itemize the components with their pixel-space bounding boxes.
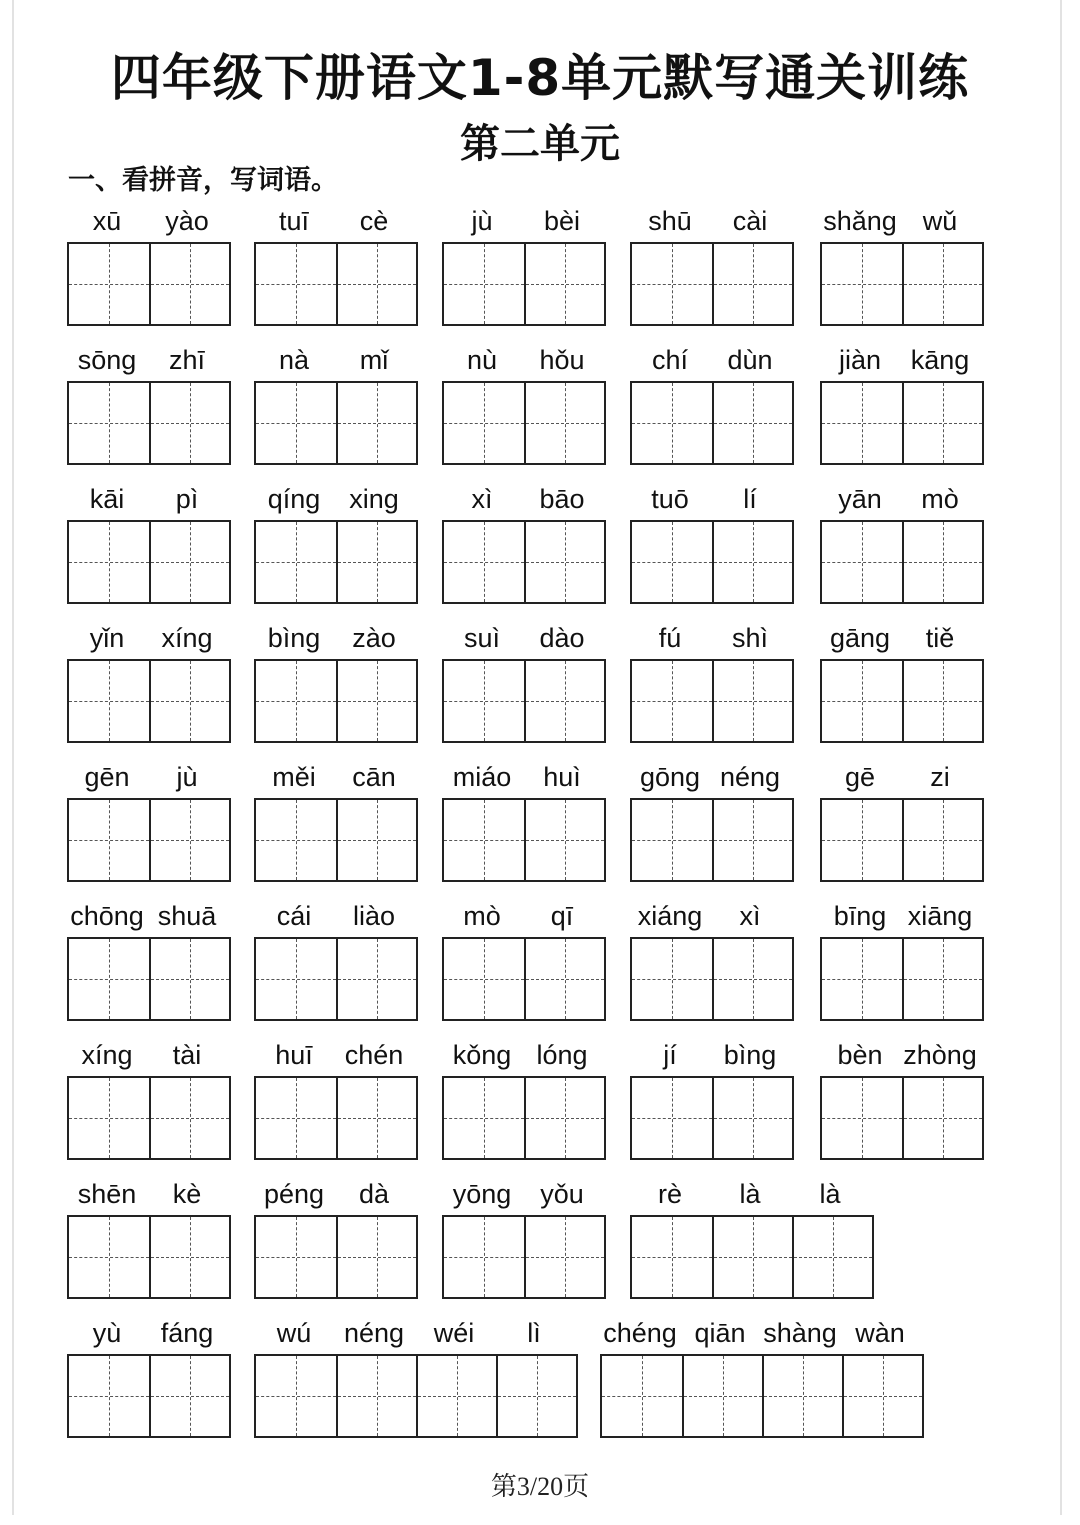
writing-boxes (254, 659, 418, 743)
pinyin-syllable: dà (358, 1179, 390, 1209)
pinyin-syllable: nà (278, 345, 310, 375)
pinyin-syllable: huī (275, 1040, 313, 1070)
tianzi-grid-cell[interactable] (149, 1217, 229, 1297)
pinyin-row (67, 621, 227, 657)
pinyin-syllable: bìng (723, 1040, 777, 1070)
tianzi-grid-cell[interactable] (524, 522, 604, 602)
writing-boxes (442, 659, 606, 743)
writing-boxes (442, 1215, 606, 1299)
writing-boxes (820, 381, 984, 465)
tianzi-grid-cell[interactable] (256, 244, 336, 324)
pinyin-syllable: xing (349, 484, 399, 514)
pinyin-row (442, 899, 602, 935)
tianzi-grid-cell[interactable] (822, 522, 902, 602)
tianzi-grid-cell[interactable] (712, 1078, 792, 1158)
pinyin-syllable: xì (739, 901, 761, 931)
unit-subtitle: 第二单元 (460, 121, 620, 167)
pinyin-syllable: rè (657, 1179, 682, 1209)
pinyin-syllable: qiān (694, 1318, 746, 1348)
writing-boxes (820, 798, 984, 882)
pinyin-syllable: xiāng (907, 901, 973, 931)
tianzi-grid-cell[interactable] (149, 800, 229, 880)
pinyin-syllable: shū (648, 206, 692, 236)
tianzi-grid-cell[interactable] (256, 939, 336, 1019)
pinyin-syllable: néng (719, 762, 781, 792)
pinyin-row (254, 1177, 414, 1213)
pinyin-row (254, 1316, 574, 1352)
tianzi-grid-cell[interactable] (712, 383, 792, 463)
pinyin-syllable: néng (343, 1318, 405, 1348)
pinyin-row (820, 343, 980, 379)
tianzi-grid-cell[interactable] (524, 1078, 604, 1158)
tianzi-grid-cell[interactable] (792, 1217, 872, 1297)
pinyin-syllable: chéng (603, 1318, 677, 1348)
tianzi-grid-cell[interactable] (149, 1356, 229, 1436)
tianzi-grid-cell[interactable] (902, 1078, 982, 1158)
pinyin-syllable: lí (743, 484, 757, 514)
tianzi-grid-cell[interactable] (149, 244, 229, 324)
tianzi-grid-cell[interactable] (69, 1217, 149, 1297)
tianzi-grid-cell[interactable] (256, 1217, 336, 1297)
writing-boxes (442, 1076, 606, 1160)
writing-boxes (630, 937, 794, 1021)
pinyin-syllable: yù (92, 1318, 122, 1348)
pinyin-row (630, 1177, 870, 1213)
pinyin-row (442, 204, 602, 240)
writing-boxes (67, 381, 231, 465)
pinyin-row (630, 482, 790, 518)
pinyin-syllable: xíng (81, 1040, 133, 1070)
pinyin-syllable: kāng (910, 345, 970, 375)
writing-boxes (254, 242, 418, 326)
writing-boxes (67, 798, 231, 882)
tianzi-grid-cell[interactable] (712, 522, 792, 602)
tianzi-grid-cell[interactable] (712, 661, 792, 741)
pinyin-syllable: chōng (70, 901, 144, 931)
writing-boxes (254, 381, 418, 465)
pinyin-syllable: wǔ (922, 206, 958, 236)
writing-boxes (630, 1215, 874, 1299)
pinyin-syllable: nù (466, 345, 498, 375)
writing-boxes (254, 937, 418, 1021)
tianzi-grid-cell[interactable] (69, 939, 149, 1019)
pinyin-syllable: hǒu (539, 345, 585, 375)
tianzi-grid-cell[interactable] (69, 522, 149, 602)
tianzi-grid-cell[interactable] (712, 1217, 792, 1297)
tianzi-grid-cell[interactable] (149, 939, 229, 1019)
tianzi-grid-cell[interactable] (712, 939, 792, 1019)
writing-boxes (820, 1076, 984, 1160)
tianzi-grid-cell[interactable] (632, 522, 712, 602)
pinyin-row (254, 1038, 414, 1074)
pinyin-syllable: tuī (278, 206, 310, 236)
pinyin-row (820, 482, 980, 518)
pinyin-row (630, 204, 790, 240)
writing-boxes (67, 520, 231, 604)
pinyin-syllable: jù (471, 206, 493, 236)
tianzi-grid-cell[interactable] (149, 383, 229, 463)
tianzi-grid-cell[interactable] (336, 522, 416, 602)
tianzi-grid-cell[interactable] (524, 661, 604, 741)
tianzi-grid-cell[interactable] (524, 383, 604, 463)
page-number: 第3/20页 (490, 1472, 590, 1501)
pinyin-row (442, 482, 602, 518)
pinyin-row (254, 760, 414, 796)
tianzi-grid-cell[interactable] (902, 939, 982, 1019)
tianzi-grid-cell[interactable] (632, 1217, 712, 1297)
pinyin-row (630, 343, 790, 379)
pinyin-syllable: kǒng (452, 1040, 512, 1070)
pinyin-syllable: sōng (77, 345, 137, 375)
tianzi-grid-cell[interactable] (632, 244, 712, 324)
pinyin-syllable: bīng (833, 901, 887, 931)
pinyin-syllable: chí (651, 345, 689, 375)
pinyin-syllable: gēn (84, 762, 130, 792)
pinyin-row (442, 1177, 602, 1213)
writing-boxes (254, 1076, 418, 1160)
pinyin-row (67, 1316, 227, 1352)
tianzi-grid-cell[interactable] (444, 244, 524, 324)
tianzi-grid-cell[interactable] (336, 383, 416, 463)
writing-boxes (630, 242, 794, 326)
pinyin-row (820, 899, 980, 935)
pinyin-syllable: tài (172, 1040, 202, 1070)
pinyin-syllable: jiàn (838, 345, 882, 375)
pinyin-row (67, 899, 227, 935)
tianzi-grid-cell[interactable] (69, 1356, 149, 1436)
tianzi-grid-cell[interactable] (822, 383, 902, 463)
pinyin-syllable: lóng (536, 1040, 588, 1070)
pinyin-syllable: yào (165, 206, 209, 236)
tianzi-grid-cell[interactable] (69, 800, 149, 880)
pinyin-syllable: mò (921, 484, 959, 514)
tianzi-grid-cell[interactable] (149, 1078, 229, 1158)
tianzi-grid-cell[interactable] (336, 1078, 416, 1158)
pinyin-row (67, 204, 227, 240)
writing-boxes (630, 381, 794, 465)
pinyin-syllable: bèi (543, 206, 581, 236)
pinyin-syllable: mò (463, 901, 501, 931)
tianzi-grid-cell[interactable] (444, 939, 524, 1019)
pinyin-syllable: tiě (925, 623, 955, 653)
writing-boxes (600, 1354, 924, 1438)
pinyin-syllable: fú (658, 623, 682, 653)
tianzi-grid-cell[interactable] (902, 383, 982, 463)
tianzi-grid-cell[interactable] (712, 800, 792, 880)
writing-boxes (820, 937, 984, 1021)
pinyin-syllable: gōng (639, 762, 701, 792)
pinyin-syllable: cài (732, 206, 768, 236)
tianzi-grid-cell[interactable] (444, 1078, 524, 1158)
tianzi-grid-cell[interactable] (632, 939, 712, 1019)
tianzi-grid-cell[interactable] (256, 1078, 336, 1158)
pinyin-row (820, 204, 980, 240)
pinyin-syllable: jí (663, 1040, 677, 1070)
writing-boxes (442, 520, 606, 604)
tianzi-grid-cell[interactable] (69, 244, 149, 324)
pinyin-row (67, 343, 227, 379)
tianzi-grid-cell[interactable] (444, 661, 524, 741)
pinyin-row (630, 760, 790, 796)
tianzi-grid-cell[interactable] (256, 522, 336, 602)
tianzi-grid-cell[interactable] (762, 1356, 842, 1436)
pinyin-row (67, 760, 227, 796)
tianzi-grid-cell[interactable] (524, 939, 604, 1019)
pinyin-row (600, 1316, 920, 1352)
pinyin-row (820, 621, 980, 657)
tianzi-grid-cell[interactable] (822, 800, 902, 880)
pinyin-syllable: yǒu (540, 1179, 584, 1209)
pinyin-row (630, 621, 790, 657)
pinyin-syllable: là (739, 1179, 761, 1209)
writing-boxes (442, 798, 606, 882)
tianzi-grid-cell[interactable] (256, 800, 336, 880)
pinyin-syllable: shàng (763, 1318, 837, 1348)
pinyin-row (442, 343, 602, 379)
tianzi-grid-cell[interactable] (902, 244, 982, 324)
pinyin-row (630, 1038, 790, 1074)
tianzi-grid-cell[interactable] (524, 244, 604, 324)
tianzi-grid-cell[interactable] (842, 1356, 922, 1436)
pinyin-syllable: gē (844, 762, 876, 792)
section-heading: 一、看拼音，写词语。 (68, 165, 338, 196)
pinyin-syllable: shēn (77, 1179, 137, 1209)
pinyin-syllable: tuō (651, 484, 689, 514)
pinyin-row (442, 1038, 602, 1074)
writing-boxes (67, 1215, 231, 1299)
tianzi-grid-cell[interactable] (822, 244, 902, 324)
writing-boxes (67, 937, 231, 1021)
pinyin-row (254, 482, 414, 518)
pinyin-syllable: là (819, 1179, 841, 1209)
pinyin-syllable: wú (276, 1318, 312, 1348)
tianzi-grid-cell[interactable] (69, 383, 149, 463)
tianzi-grid-cell[interactable] (444, 383, 524, 463)
pinyin-row (254, 343, 414, 379)
pinyin-syllable: zhòng (903, 1040, 977, 1070)
pinyin-syllable: xiáng (637, 901, 703, 931)
pinyin-syllable: qī (550, 901, 574, 931)
pinyin-syllable: gāng (829, 623, 891, 653)
pinyin-syllable: dào (539, 623, 585, 653)
tianzi-grid-cell[interactable] (336, 1356, 416, 1436)
tianzi-grid-cell[interactable] (902, 800, 982, 880)
pinyin-syllable: péng (263, 1179, 325, 1209)
tianzi-grid-cell[interactable] (256, 661, 336, 741)
tianzi-grid-cell[interactable] (69, 1078, 149, 1158)
pinyin-syllable: xíng (161, 623, 213, 653)
pinyin-syllable: cè (359, 206, 389, 236)
pinyin-row (67, 482, 227, 518)
pinyin-syllable: zi (930, 762, 950, 792)
tianzi-grid-cell[interactable] (336, 661, 416, 741)
tianzi-grid-cell[interactable] (496, 1356, 576, 1436)
writing-boxes (820, 242, 984, 326)
pinyin-syllable: wàn (855, 1318, 905, 1348)
tianzi-grid-cell[interactable] (149, 522, 229, 602)
pinyin-row (67, 1177, 227, 1213)
tianzi-grid-cell[interactable] (822, 1078, 902, 1158)
pinyin-syllable: bìng (267, 623, 321, 653)
pinyin-syllable: yǐn (89, 623, 125, 653)
pinyin-row (254, 621, 414, 657)
writing-boxes (442, 381, 606, 465)
pinyin-syllable: yōng (452, 1179, 512, 1209)
tianzi-grid-cell[interactable] (256, 383, 336, 463)
writing-boxes (254, 1215, 418, 1299)
writing-boxes (254, 1354, 578, 1438)
tianzi-grid-cell[interactable] (632, 383, 712, 463)
tianzi-grid-cell[interactable] (336, 939, 416, 1019)
pinyin-row (254, 899, 414, 935)
pinyin-syllable: kè (172, 1179, 202, 1209)
tianzi-grid-cell[interactable] (256, 1356, 336, 1436)
worksheet-title: 四年级下册语文1-8单元默写通关训练 (110, 49, 970, 107)
tianzi-grid-cell[interactable] (149, 661, 229, 741)
pinyin-syllable: xì (471, 484, 493, 514)
pinyin-row (630, 899, 790, 935)
pinyin-syllable: liào (352, 901, 396, 931)
writing-boxes (67, 242, 231, 326)
pinyin-syllable: bāo (539, 484, 585, 514)
pinyin-syllable: zào (352, 623, 396, 653)
pinyin-syllable: suì (463, 623, 501, 653)
writing-boxes (820, 520, 984, 604)
pinyin-syllable: kāi (89, 484, 125, 514)
pinyin-row (67, 1038, 227, 1074)
pinyin-syllable: pì (175, 484, 199, 514)
pinyin-syllable: cān (352, 762, 396, 792)
writing-boxes (630, 798, 794, 882)
tianzi-grid-cell[interactable] (632, 800, 712, 880)
tianzi-grid-cell[interactable] (336, 1217, 416, 1297)
tianzi-grid-cell[interactable] (822, 939, 902, 1019)
pinyin-syllable: cái (276, 901, 312, 931)
pinyin-syllable: wéi (433, 1318, 475, 1348)
writing-boxes (67, 659, 231, 743)
pinyin-syllable: zhī (168, 345, 206, 375)
tianzi-grid-cell[interactable] (444, 1217, 524, 1297)
pinyin-syllable: miáo (452, 762, 512, 792)
pinyin-syllable: shǎng (823, 206, 897, 236)
tianzi-grid-cell[interactable] (682, 1356, 762, 1436)
pinyin-syllable: chén (344, 1040, 404, 1070)
tianzi-grid-cell[interactable] (336, 244, 416, 324)
tianzi-grid-cell[interactable] (602, 1356, 682, 1436)
pinyin-syllable: mǐ (359, 345, 389, 375)
writing-boxes (630, 1076, 794, 1160)
writing-boxes (820, 659, 984, 743)
pinyin-syllable: jù (176, 762, 198, 792)
writing-boxes (442, 937, 606, 1021)
writing-boxes (442, 242, 606, 326)
tianzi-grid-cell[interactable] (524, 800, 604, 880)
tianzi-grid-cell[interactable] (632, 661, 712, 741)
tianzi-grid-cell[interactable] (416, 1356, 496, 1436)
pinyin-syllable: yān (838, 484, 882, 514)
pinyin-syllable: xū (92, 206, 122, 236)
pinyin-syllable: huì (543, 762, 581, 792)
tianzi-grid-cell[interactable] (712, 244, 792, 324)
writing-boxes (254, 520, 418, 604)
pinyin-syllable: bèn (837, 1040, 883, 1070)
pinyin-row (820, 1038, 980, 1074)
tianzi-grid-cell[interactable] (444, 522, 524, 602)
tianzi-grid-cell[interactable] (822, 661, 902, 741)
pinyin-syllable: lì (527, 1318, 541, 1348)
writing-boxes (254, 798, 418, 882)
pinyin-syllable: měi (272, 762, 316, 792)
pinyin-syllable: shuā (157, 901, 217, 931)
writing-boxes (630, 659, 794, 743)
tianzi-grid-cell[interactable] (524, 1217, 604, 1297)
writing-boxes (67, 1354, 231, 1438)
tianzi-grid-cell[interactable] (902, 661, 982, 741)
pinyin-row (820, 760, 980, 796)
pinyin-syllable: fáng (160, 1318, 214, 1348)
writing-boxes (630, 520, 794, 604)
tianzi-grid-cell[interactable] (632, 1078, 712, 1158)
tianzi-grid-cell[interactable] (444, 800, 524, 880)
pinyin-syllable: dùn (727, 345, 773, 375)
pinyin-syllable: qíng (267, 484, 321, 514)
pinyin-row (442, 621, 602, 657)
pinyin-row (442, 760, 602, 796)
pinyin-row (254, 204, 414, 240)
pinyin-syllable: shì (731, 623, 769, 653)
tianzi-grid-cell[interactable] (336, 800, 416, 880)
tianzi-grid-cell[interactable] (69, 661, 149, 741)
writing-boxes (67, 1076, 231, 1160)
tianzi-grid-cell[interactable] (902, 522, 982, 602)
